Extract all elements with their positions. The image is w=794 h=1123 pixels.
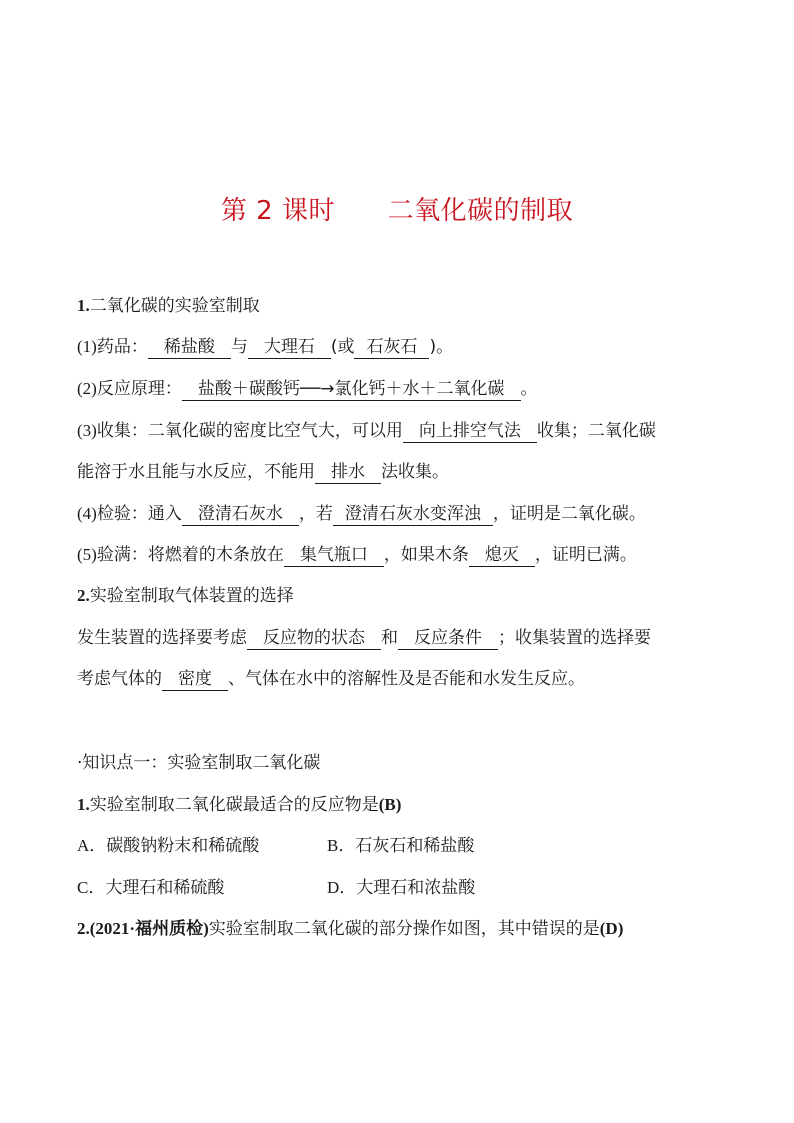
collect-text-4: 法收集。: [381, 462, 449, 482]
collect-text-1: 收集：二氧化碳的密度比空气大，可以用: [96, 421, 403, 441]
collect-text-2: 收集；二氧化碳: [536, 421, 656, 441]
drug-answer-3: 石灰石: [354, 336, 429, 359]
option-d: [327, 876, 577, 900]
full-text-1: 验满：将燃着的木条放在: [96, 545, 284, 565]
collect-line-2: [77, 460, 449, 484]
principle-text: 。: [520, 379, 538, 399]
drug-answer-1: 稀盐酸: [148, 336, 231, 359]
question-2-number: 2.: [77, 919, 90, 938]
device-text-5: 、气体在水中的溶解性及是否能和水发生反应。: [228, 669, 585, 689]
option-b-letter: B．: [327, 836, 356, 855]
option-b-text: 石灰石和稀盐酸: [355, 836, 475, 856]
page-title: 第 2 课时 二氧化碳的制取: [220, 196, 574, 226]
section1-title: 二氧化碳的实验室制取: [89, 296, 260, 316]
section1-heading: [77, 294, 260, 318]
full-answer-2: 熄灭: [469, 544, 535, 567]
principle-answer: 盐酸＋碳酸钙──→氯化钙＋水＋二氧化碳: [182, 378, 521, 401]
option-a-text: 碳酸钠粉末和稀硫酸: [106, 836, 260, 856]
collect-text-3: 能溶于水且能与水反应，不能用: [77, 462, 315, 482]
option-c-text: 大理石和稀硫酸: [105, 878, 225, 898]
full-number: (5): [77, 545, 97, 564]
option-d-letter: D．: [327, 878, 357, 897]
question-2: [77, 917, 623, 941]
collect-answer-2: 排水: [315, 461, 381, 484]
full-answer-1: 集气瓶口: [284, 544, 384, 567]
drug-text-3: )。: [429, 337, 454, 357]
test-answer-1: 澄清石灰水: [182, 503, 299, 526]
device-line-2: [77, 667, 585, 691]
test-number: (4): [77, 504, 97, 523]
question-1-number: 1.: [77, 795, 90, 814]
section2-heading: [77, 584, 294, 608]
section1-number: 1.: [77, 296, 90, 315]
device-answer-3: 密度: [162, 668, 228, 691]
question-1: [77, 793, 401, 817]
principle-number: (2): [77, 379, 97, 398]
full-text-2: ，如果木条: [383, 545, 469, 565]
principle-line: [77, 377, 538, 401]
question-2-stem: 实验室制取二氧化碳的部分操作如图，其中错误的是: [208, 919, 600, 939]
drug-text-2: (或: [330, 337, 355, 357]
option-d-text: 大理石和浓盐酸: [356, 878, 476, 898]
drug-text-1: 与: [230, 337, 248, 357]
option-c-letter: C．: [77, 878, 106, 897]
device-line-1: [77, 626, 651, 650]
test-text-1: 检验：通入: [96, 504, 182, 524]
device-text-1: 发生装置的选择要考虑: [77, 628, 247, 648]
question-1-stem: 实验室制取二氧化碳最适合的反应物是: [89, 795, 379, 815]
device-text-3: ；收集装置的选择要: [498, 628, 651, 648]
device-text-4: 考虑气体的: [77, 669, 162, 689]
drug-number: (1): [77, 337, 97, 356]
collect-number: (3): [77, 421, 97, 440]
question-1-answer: (B): [378, 795, 402, 814]
option-a: [77, 834, 327, 858]
test-text-3: ，证明是二氧化碳。: [492, 504, 646, 524]
drug-answer-2: 大理石: [248, 336, 331, 359]
section2-title: 实验室制取气体装置的选择: [89, 586, 294, 606]
drug-label: 药品：: [96, 337, 148, 357]
question-2-source: (2021·福州质检): [89, 919, 209, 938]
principle-label: 反应原理：: [96, 379, 182, 399]
collect-answer-1: 向上排空气法: [403, 420, 537, 443]
question-1-options-row-1: [77, 834, 577, 858]
device-answer-2: 反应条件: [398, 627, 498, 650]
question-1-options-row-2: [77, 876, 577, 900]
test-line: [77, 502, 646, 526]
section2-number: 2.: [77, 586, 90, 605]
option-a-letter: A．: [77, 836, 107, 855]
test-answer-2: 澄清石灰水变浑浊: [333, 503, 493, 526]
option-c: [77, 876, 327, 900]
collect-line-1: [77, 419, 656, 443]
device-text-2: 和: [381, 628, 398, 648]
device-answer-1: 反应物的状态: [247, 627, 381, 650]
full-line: [77, 543, 637, 567]
test-text-2: ，若: [298, 504, 333, 524]
full-text-3: ，证明已满。: [534, 545, 637, 565]
drug-line: [77, 335, 453, 359]
knowledge-point-1: ·知识点一：实验室制取二氧化碳: [77, 753, 321, 773]
question-2-answer: (D): [599, 919, 624, 938]
option-b: [327, 834, 577, 858]
